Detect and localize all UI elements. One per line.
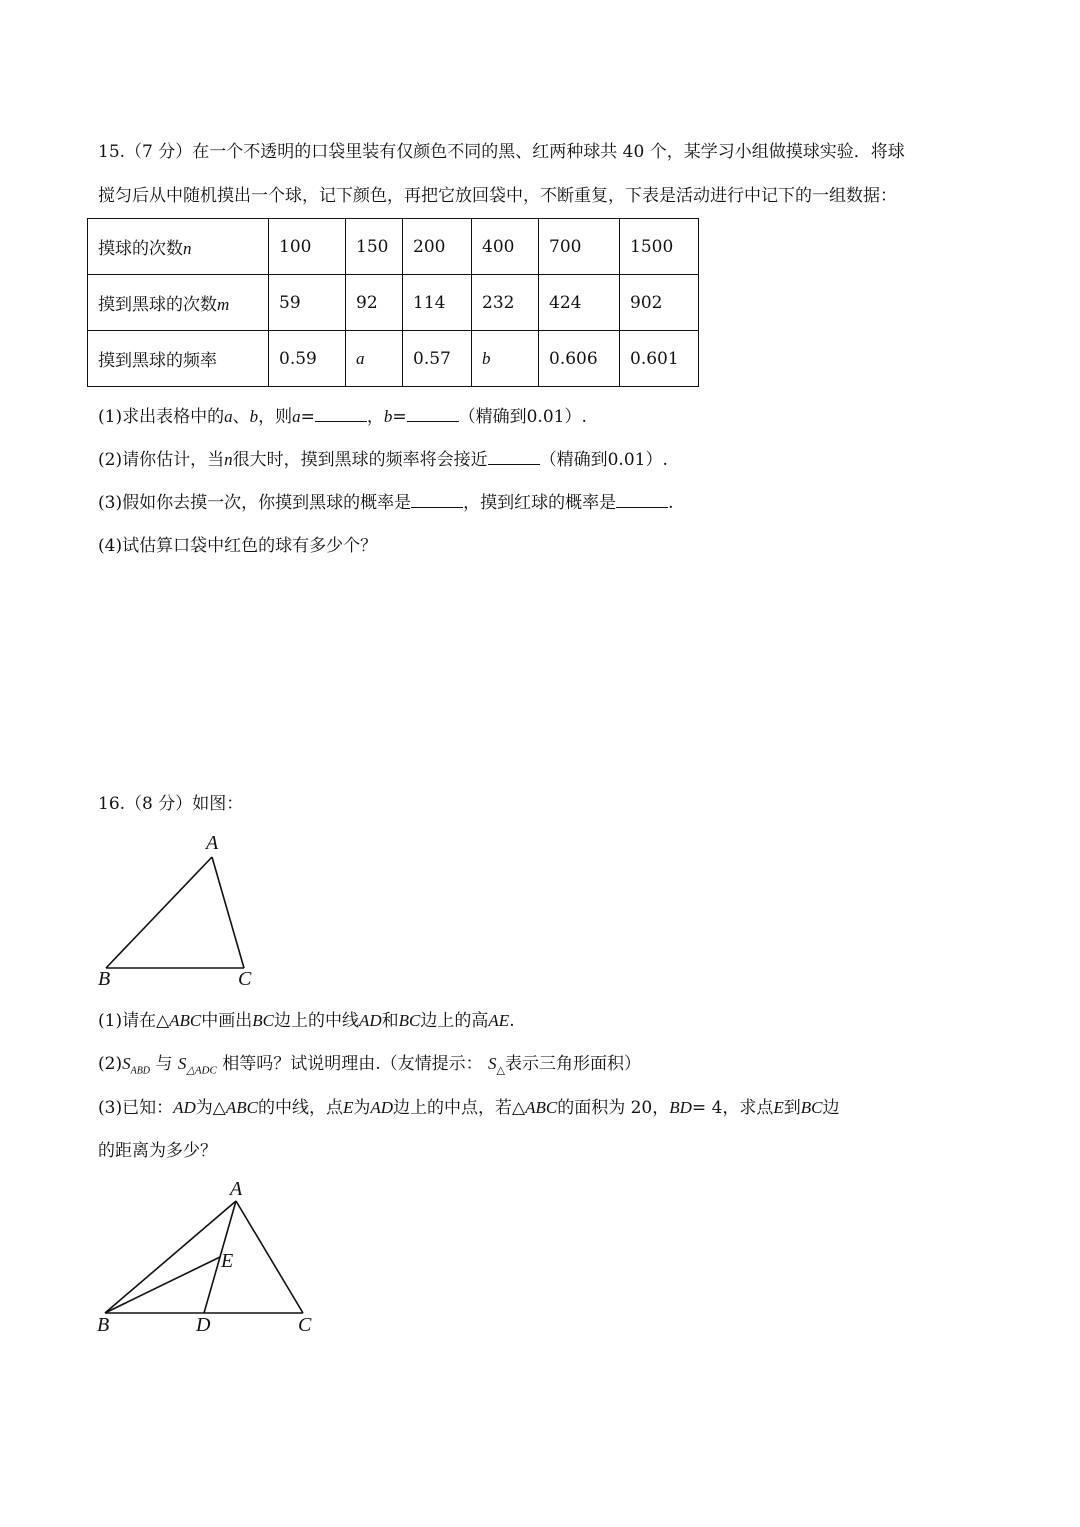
q15-text-line1: 15.（7 分）在一个不透明的口袋里装有仅颜色不同的黑、红两种球共 40 个，某学习小组做摸球实验．将球 bbox=[98, 142, 905, 162]
q16-title: 16.（8 分）如图： bbox=[98, 794, 244, 814]
triangle-abc-figure bbox=[106, 857, 244, 968]
row-header: 摸到黑球的频率 bbox=[88, 331, 269, 387]
point-label-a: A bbox=[230, 1178, 243, 1200]
triangle-abc-median-figure bbox=[105, 1201, 303, 1313]
q15-text-line2: 搅匀后从中随机摸出一个球，记下颜色，再把它放回袋中，不断重复，下表是活动进行中记下的一组数据： bbox=[98, 186, 897, 206]
table-cell: 92 bbox=[346, 275, 403, 331]
q16-part2: $(2)S_{ABD}$ 与 $S_{\triangle ADC}$ 相等吗？试说明理由.（友情提示： $S_\triangle$表示三角形面积） bbox=[98, 1054, 642, 1077]
table-cell: 200 bbox=[403, 219, 472, 275]
q15-part1: (1)求出表格中的a、b，则a= ，b= （精确到0.01）. bbox=[98, 407, 587, 427]
table-cell: 902 bbox=[620, 275, 699, 331]
point-label-c: C bbox=[238, 968, 252, 990]
q16-part3-cont: 的距离为多少？ bbox=[98, 1141, 217, 1161]
row-header: 摸到黑球的次数m bbox=[88, 275, 269, 331]
table-cell: 59 bbox=[269, 275, 346, 331]
table-cell: 232 bbox=[472, 275, 539, 331]
table-cell: 1500 bbox=[620, 219, 699, 275]
table-cell: 400 bbox=[472, 219, 539, 275]
table-cell: 114 bbox=[403, 275, 472, 331]
point-label-a: A bbox=[206, 832, 219, 854]
table-cell: 150 bbox=[346, 219, 403, 275]
segment-be bbox=[105, 1257, 220, 1313]
table-cell: 0.606 bbox=[539, 331, 620, 387]
q16-part3: (3)已知：AD为△ABC的中线，点E为AD边上的中点，若△ABC的面积为 20，BD= 4，求点E到BC边 bbox=[98, 1098, 840, 1118]
q15-part2: (2)请你估计，当n很大时，摸到黑球的频率将会接近 （精确到0.01）. bbox=[98, 450, 668, 470]
q15-part3: (3)假如你去摸一次，你摸到黑球的概率是 ，摸到红球的概率是 . bbox=[98, 493, 674, 513]
q15-part4: (4)试估算口袋中红色的球有多少个？ bbox=[98, 536, 378, 556]
q16-part1: (1)请在△ABC中画出BC边上的中线AD和BC边上的高AE. bbox=[98, 1011, 515, 1031]
segment-ac bbox=[236, 1201, 303, 1313]
table-cell: 0.57 bbox=[403, 331, 472, 387]
table-cell: 0.59 bbox=[269, 331, 346, 387]
point-label-b: B bbox=[97, 1314, 110, 1336]
table-cell: a bbox=[346, 331, 403, 387]
table-cell: b bbox=[472, 331, 539, 387]
segment-ab bbox=[106, 857, 212, 968]
segment-ab bbox=[105, 1201, 236, 1313]
point-label-d: D bbox=[196, 1314, 211, 1336]
table-cell: 700 bbox=[539, 219, 620, 275]
table-cell: 424 bbox=[539, 275, 620, 331]
point-label-c: C bbox=[298, 1314, 312, 1336]
table-cell: 100 bbox=[269, 219, 346, 275]
segment-ac bbox=[212, 857, 244, 968]
table-cell: 0.601 bbox=[620, 331, 699, 387]
point-label-e: E bbox=[221, 1250, 234, 1272]
row-header: 摸球的次数n bbox=[88, 219, 269, 275]
point-label-b: B bbox=[98, 968, 111, 990]
